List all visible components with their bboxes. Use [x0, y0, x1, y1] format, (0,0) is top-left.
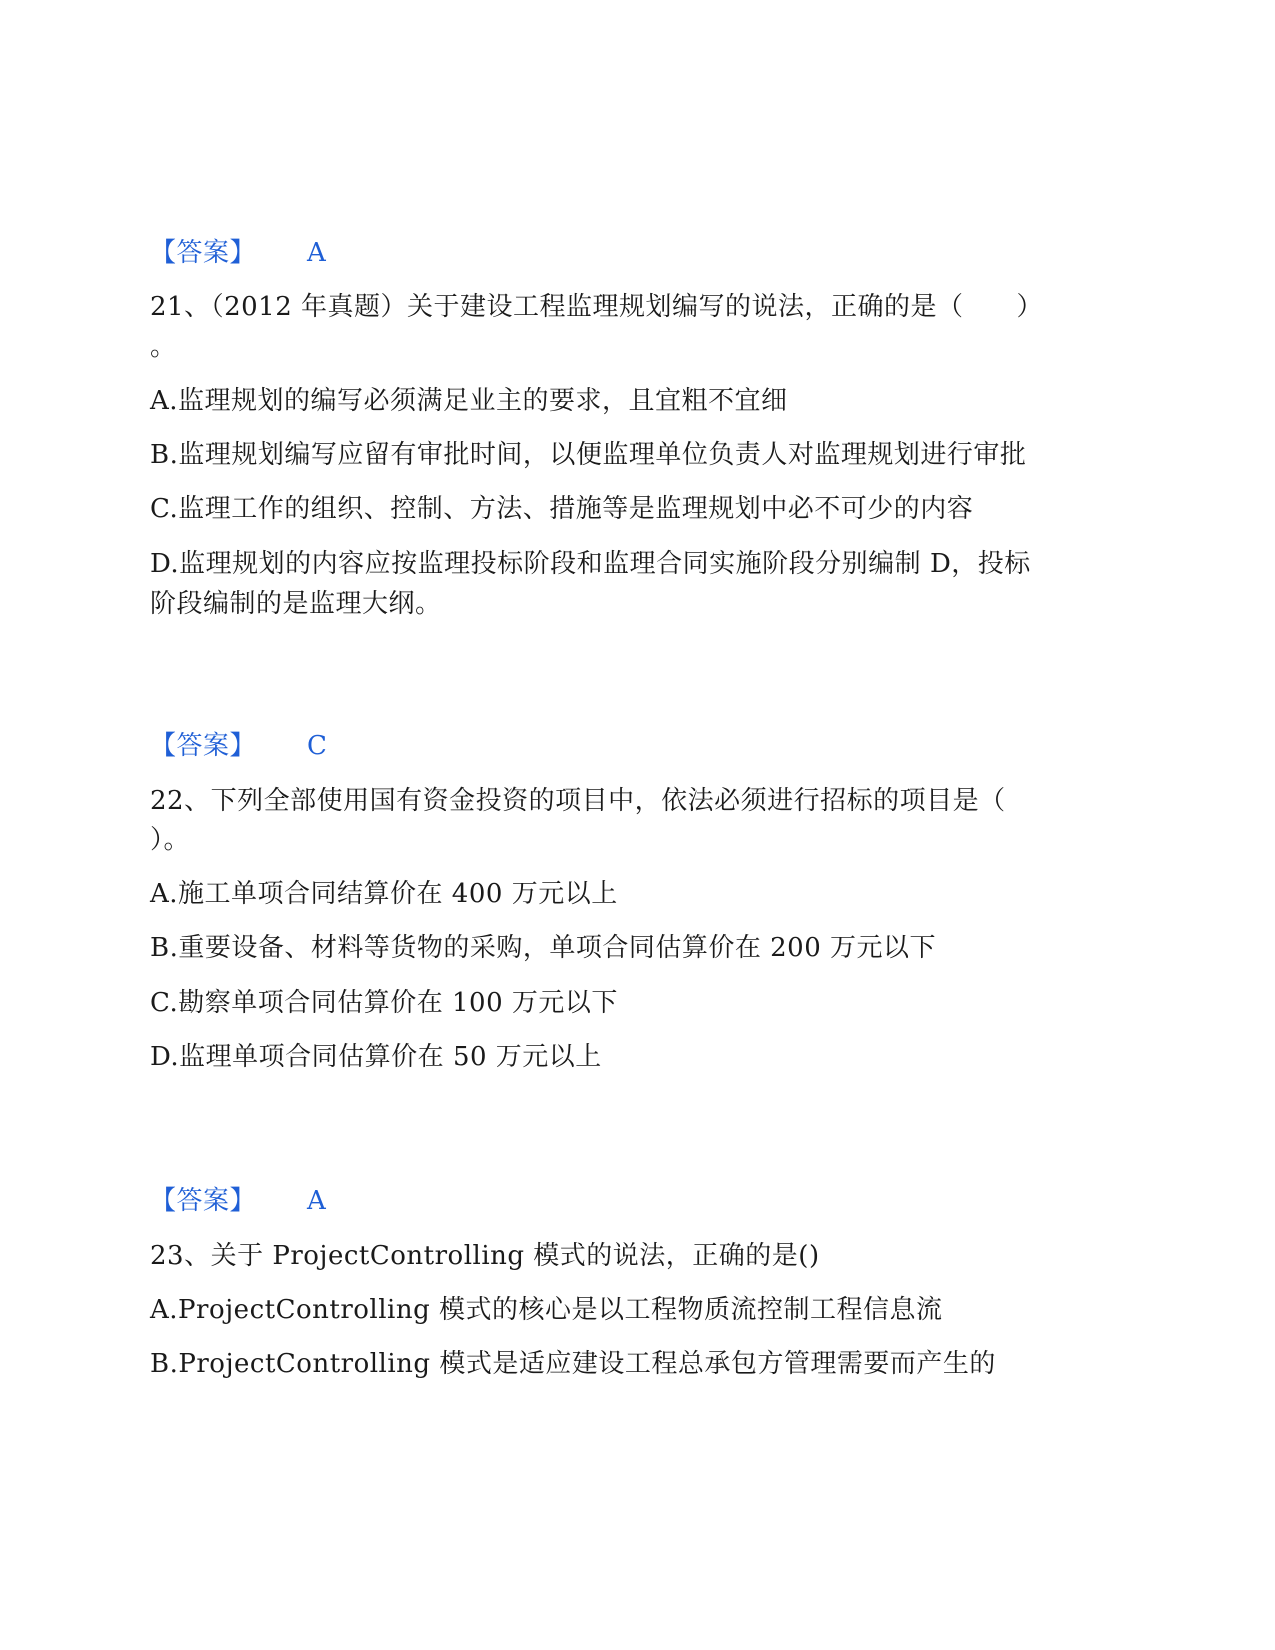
- question-22-text-cont: ）。: [150, 825, 191, 855]
- answer-value: A: [307, 238, 326, 268]
- question-22-option-a: A.施工单项合同结算价在 400 万元以上: [150, 879, 618, 909]
- question-23-option-a: A.ProjectControlling 模式的核心是以工程物质流控制工程信息流: [150, 1295, 943, 1325]
- question-22-option-d: D.监理单项合同估算价在 50 万元以上: [150, 1042, 602, 1072]
- question-22-option-c: C.勘察单项合同估算价在 100 万元以下: [150, 988, 618, 1018]
- question-21-text-cont: 。: [150, 332, 177, 362]
- answer-label: 【答案】: [150, 238, 257, 268]
- question-22-option-b: B.重要设备、材料等货物的采购，单项合同估算价在 200 万元以下: [150, 933, 937, 963]
- question-21-option-a: A.监理规划的编写必须满足业主的要求，且宜粗不宜细: [150, 386, 788, 416]
- question-22-text: 22、下列全部使用国有资金投资的项目中，依法必须进行招标的项目是（: [150, 786, 1006, 816]
- question-21-option-b: B.监理规划编写应留有审批时间，以便监理单位负责人对监理规划进行审批: [150, 440, 1027, 470]
- answer-label: 【答案】: [150, 731, 257, 761]
- question-23-text: 23、关于 ProjectControlling 模式的说法，正确的是(): [150, 1241, 820, 1271]
- question-21-option-d-cont: 阶段编制的是监理大纲。: [150, 589, 442, 619]
- question-21-text: 21、（2012 年真题）关于建设工程监理规划编写的说法，正确的是（ ）: [150, 292, 1044, 322]
- question-21-option-d: D.监理规划的内容应按监理投标阶段和监理合同实施阶段分别编制 D，投标: [150, 549, 1031, 579]
- question-23-option-b: B.ProjectControlling 模式是适应建设工程总承包方管理需要而产生的: [150, 1349, 996, 1379]
- answer-label: 【答案】: [150, 1186, 257, 1216]
- question-21-option-c: C.监理工作的组织、控制、方法、措施等是监理规划中必不可少的内容: [150, 494, 974, 524]
- answer-value: A: [307, 1186, 326, 1216]
- answer-value: C: [307, 731, 327, 761]
